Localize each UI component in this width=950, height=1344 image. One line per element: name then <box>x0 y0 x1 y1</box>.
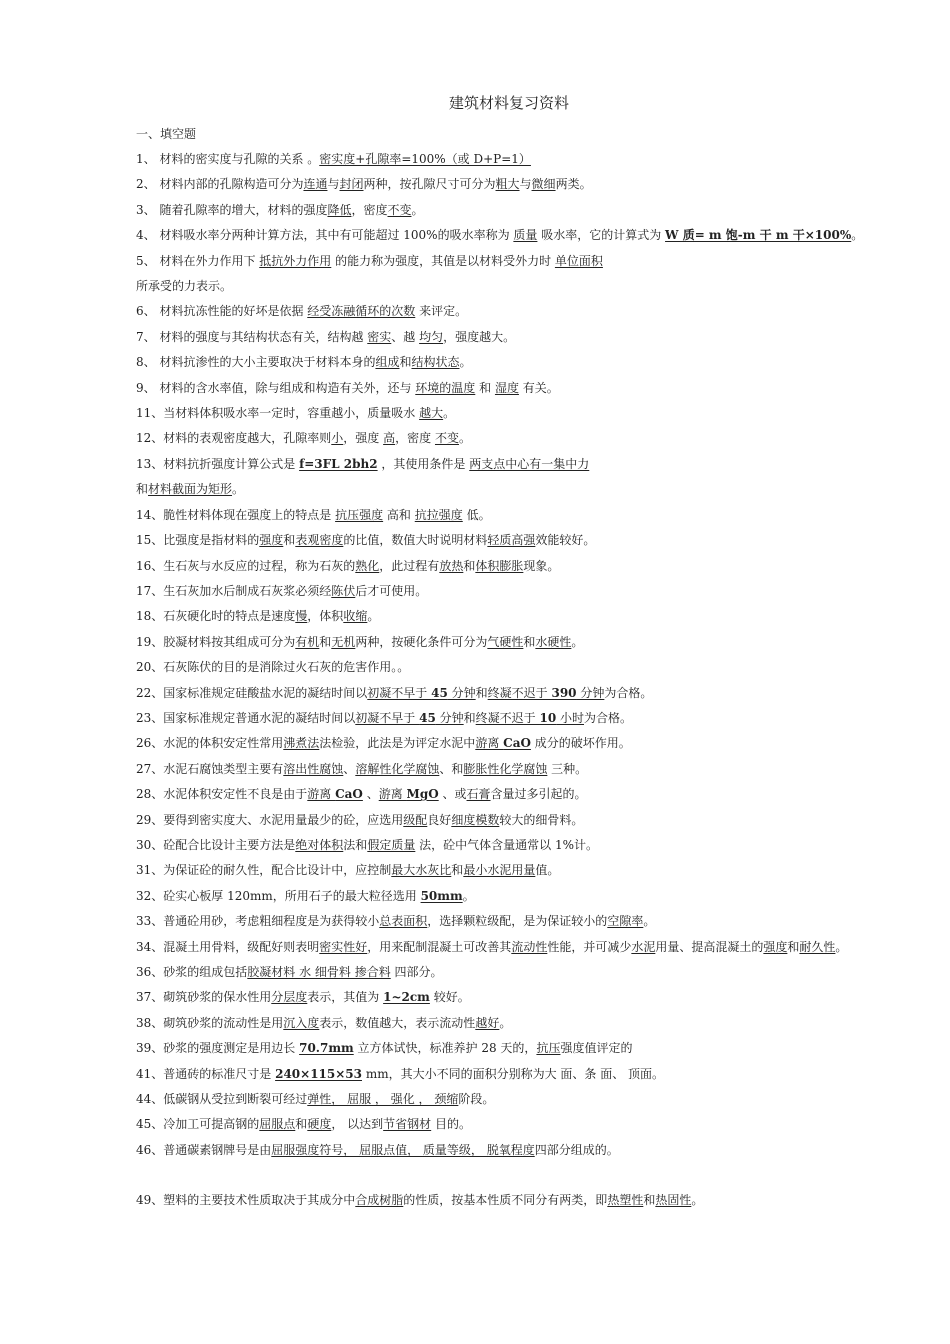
question-text: 和 <box>319 634 332 649</box>
answer-blank: 高 <box>383 431 396 446</box>
question-text: 30、砼配合比设计主要方法是 <box>136 837 296 852</box>
question-text: 46、普通碳素钢牌号是由 <box>136 1142 272 1157</box>
answer-blank: 热固性 <box>655 1193 692 1208</box>
question-item <box>136 223 870 248</box>
question-text: 16、生石灰与水反应的过程，称为石灰的 <box>136 558 356 573</box>
answer-blank: 级配 <box>403 812 428 827</box>
question-text: 法检验，此法是为评定水泥中 <box>319 736 476 751</box>
question-text: 15、比强度是指材料的 <box>136 533 260 548</box>
answer-blank: 降低 <box>327 202 352 217</box>
question-text: 49、塑料的主要技术性质取决于其成分中 <box>136 1193 356 1208</box>
question-item <box>136 655 870 680</box>
answer-blank: CaO <box>335 787 363 802</box>
question-text: ，强度越大。 <box>443 329 516 344</box>
question-text: 2、 材料内部的孔隙构造可分为 <box>136 177 304 192</box>
answer-blank: 小时 <box>556 710 585 725</box>
answer-blank: 不变 <box>434 431 459 446</box>
question-text: 、或 <box>438 787 467 802</box>
question-text: 所承受的力表示。 <box>136 279 233 294</box>
question-text: 33、普通砼用砂，考虑粗细程度是为获得较小 <box>136 914 380 929</box>
question-text: 和 <box>787 939 800 954</box>
question-text: 较好。 <box>429 990 470 1005</box>
question-text: 。 <box>443 406 456 421</box>
question-text: 31、为保证砼的耐久性，配合比设计中，应控制 <box>136 863 392 878</box>
question-item <box>136 350 870 375</box>
question-item <box>136 172 870 197</box>
answer-blank: 粗大 <box>495 177 520 192</box>
question-text: 29、要得到密实度大、水泥用量最少的砼，应选用 <box>136 812 404 827</box>
answer-blank: 体积膨胀 <box>475 558 524 573</box>
question-text: 。 <box>411 202 424 217</box>
question-item <box>136 299 870 324</box>
question-text: ，体积 <box>307 609 344 624</box>
question-text: 。 <box>571 634 584 649</box>
question-text: 。 <box>462 888 475 903</box>
answer-blank: CaO <box>503 736 531 751</box>
answer-blank: 密实度+孔隙率=100%（或 D+P=1） <box>319 152 531 166</box>
question-text: ，此过程有 <box>379 558 440 573</box>
answer-blank: 水硬性 <box>535 634 572 649</box>
question-text: 。 <box>691 1193 704 1208</box>
answer-blank: 连通 <box>303 177 328 192</box>
answer-blank: 分层度 <box>271 990 308 1005</box>
answer-blank: 质量 <box>513 228 538 243</box>
question-item <box>136 401 870 426</box>
question-text: 14、脆性材料体现在强度上的特点是 <box>136 507 336 522</box>
answer-blank: 最大水灰比 <box>391 863 452 878</box>
question-text: 、和 <box>439 761 464 776</box>
question-text: 37、砌筑砂浆的保水性用 <box>136 990 272 1005</box>
question-text: 、越 <box>391 329 420 344</box>
question-item <box>136 325 870 350</box>
answer-blank: 45 <box>419 710 436 725</box>
answer-blank: 单位面积 <box>554 253 603 268</box>
answer-blank: 强度 <box>763 939 788 954</box>
answer-blank: 密实 <box>367 329 392 344</box>
question-item <box>136 198 870 223</box>
question-text: 性能，并可减少 <box>547 939 632 954</box>
question-text: 为合格。 <box>604 685 653 700</box>
question-text: 阶段。 <box>458 1092 495 1107</box>
question-text: 8、 材料抗渗性的大小主要取决于材料本身的 <box>136 355 376 370</box>
question-text: 9、 材料的含水率值，除与组成和构造有关外，还与 <box>136 380 416 395</box>
question-text: 19、胶凝材料按其组成可分为 <box>136 634 296 649</box>
answer-blank: 表观密度 <box>295 533 344 548</box>
question-text: 值。 <box>535 863 560 878</box>
question-text: ，密度 <box>395 431 435 446</box>
answer-blank: MgO <box>406 787 439 802</box>
answer-blank: 密实性好 <box>319 939 368 954</box>
answer-blank: 假定质量 <box>367 837 416 852</box>
question-item <box>136 858 870 883</box>
answer-blank: 游离 <box>475 736 504 751</box>
answer-blank: 陈伏 <box>331 583 356 598</box>
question-text: ，密度 <box>351 202 388 217</box>
document-title: 建筑材料复习资料 <box>448 94 569 112</box>
answer-blank: 放热 <box>439 558 464 573</box>
question-text: 4、 材料吸水率分两种计算方法，其中有可能超过 100%的吸水率称为 <box>136 228 514 243</box>
question-text: 。 <box>835 939 848 954</box>
question-item <box>136 985 870 1010</box>
question-text: 、 <box>362 787 379 802</box>
answer-blank: 气硬性 <box>487 634 524 649</box>
question-text: 与 <box>519 177 532 192</box>
question-item <box>136 630 870 655</box>
answer-blank: f=3FL 2bh2 <box>299 456 378 471</box>
question-text: mm，其大小不同的面积分别称为大 面、条 面、 顶面。 <box>362 1066 665 1081</box>
question-text: 34、混凝土用骨料，级配好则表明 <box>136 939 320 954</box>
question-text: 法，砼中气体含量通常以 1%计。 <box>415 837 598 852</box>
question-text: 三种。 <box>547 761 588 776</box>
answer-blank: 热塑性 <box>607 1193 644 1208</box>
question-item <box>136 1138 870 1163</box>
question-text: 6、 材料抗冻性能的好坏是依据 <box>136 304 308 319</box>
answer-blank: 最小水泥用量 <box>463 863 536 878</box>
answer-blank: 弹性， 屈服 ， 强化 ， 颈缩 <box>307 1092 459 1107</box>
question-text: 的性质，按基本性质不同分有两类，即 <box>403 1193 608 1208</box>
question-text: 。 <box>232 482 245 497</box>
answer-blank: 硬度 <box>307 1117 332 1132</box>
question-text: 、 <box>343 761 356 776</box>
question-text: 高和 <box>383 507 415 522</box>
question-text: 良好 <box>427 812 452 827</box>
question-list <box>136 147 870 1214</box>
question-item <box>136 1188 870 1213</box>
question-text: 11、当材料体积吸水率一定时，容重越小，质量吸水 <box>136 406 420 421</box>
answer-blank: 初凝不早于 <box>367 685 432 700</box>
answer-blank: 抵抗外力作用 <box>259 253 332 268</box>
question-item <box>136 1112 870 1137</box>
question-text: 和 <box>523 634 536 649</box>
question-text: 23、国家标准规定普通水泥的凝结时间以 <box>136 710 356 725</box>
question-text: 来评定。 <box>415 304 468 319</box>
answer-blank: 收缩 <box>343 609 368 624</box>
answer-blank: 不变 <box>387 202 412 217</box>
question-text: 目的。 <box>431 1117 471 1132</box>
question-text: 7、 材料的强度与其结构状态有关，结构越 <box>136 329 368 344</box>
question-text: 。 <box>643 914 656 929</box>
question-text: 18、石灰硬化时的特点是速度 <box>136 609 296 624</box>
question-item <box>136 681 870 706</box>
question-item <box>136 528 870 553</box>
answer-blank: 分钟 <box>435 710 464 725</box>
question-item <box>136 579 870 604</box>
question-text: 。 <box>459 355 472 370</box>
answer-blank: 有机 <box>295 634 320 649</box>
answer-blank: 均匀 <box>419 329 444 344</box>
question-text: 和 <box>451 863 464 878</box>
question-text: 现象。 <box>523 558 560 573</box>
question-text: 。 <box>499 1015 512 1030</box>
question-text: 四部分组成的。 <box>534 1142 619 1157</box>
question-text: 和 <box>475 380 495 395</box>
question-text: 用量、提高混凝土的 <box>655 939 764 954</box>
answer-blank: 溶出性腐蚀 <box>283 761 344 776</box>
answer-blank: 10 <box>539 710 557 725</box>
answer-blank: 空隙率 <box>607 914 644 929</box>
answer-blank: 沸煮法 <box>283 736 320 751</box>
answer-blank: 终凝不迟于 <box>487 685 552 700</box>
question-text: 17、生石灰加水后制成石灰浆必须经 <box>136 583 332 598</box>
question-text: 有关。 <box>518 380 559 395</box>
answer-blank: 越大 <box>419 406 444 421</box>
question-text: 较大的细骨料。 <box>499 812 584 827</box>
question-text: 和 <box>463 710 476 725</box>
answer-blank: 细度模数 <box>451 812 500 827</box>
answer-blank: 沉入度 <box>283 1015 320 1030</box>
question-text: 效能较好。 <box>535 533 596 548</box>
question-text: 36、砂浆的组成包括 <box>136 965 248 979</box>
question-text: 和 <box>643 1193 656 1208</box>
answer-blank: 节省钢材 <box>383 1117 432 1132</box>
answer-blank: 初凝不早于 <box>355 710 420 725</box>
question-text: 12、材料的表观密度越大，孔隙率则 <box>136 431 332 446</box>
question-text: 四部分。 <box>390 965 443 979</box>
question-text: 20、石灰陈伏的目的是消除过火石灰的危害作用。。 <box>136 660 410 675</box>
answer-blank: 1~2cm <box>383 990 430 1005</box>
question-text: 与 <box>327 177 340 192</box>
answer-blank: 终凝不迟于 <box>475 710 540 725</box>
answer-blank: 耐久性 <box>799 939 836 954</box>
answer-blank: 抗压 <box>536 1041 561 1056</box>
answer-blank: 合成树脂 <box>355 1193 404 1208</box>
question-text: 法和 <box>343 837 368 852</box>
question-text: 和 <box>136 482 149 497</box>
question-text: 。 <box>458 431 471 446</box>
question-text: 22、国家标准规定硅酸盐水泥的凝结时间以 <box>136 685 368 700</box>
question-text: 为合格。 <box>584 710 633 725</box>
answer-blank: 屈服强度符号， 屈服点值， 质量等级， 脱氧程度 <box>271 1142 535 1157</box>
question-text: 后才可使用。 <box>355 583 428 598</box>
question-text: ， 以达到 <box>331 1117 384 1132</box>
answer-blank: 390 <box>551 685 577 700</box>
answer-blank: 慢 <box>295 609 308 624</box>
question-text: 38、砌筑砂浆的流动性是用 <box>136 1015 284 1030</box>
answer-blank: 240×115×53 <box>275 1066 362 1081</box>
answer-blank: 组成 <box>375 355 400 370</box>
question-text: ，用来配制混凝土可改善其 <box>367 939 512 954</box>
question-item <box>136 554 870 579</box>
question-text: 和 <box>295 1117 308 1132</box>
question-text: 表示，其值为 <box>307 990 384 1005</box>
question-item <box>136 452 870 503</box>
question-text: 和 <box>283 533 296 548</box>
answer-blank: 绝对体积 <box>295 837 344 852</box>
question-text: 的能力称为强度，其值是以材料受外力时 <box>331 253 555 268</box>
answer-blank: 游离 <box>378 787 407 802</box>
answer-blank: 50mm <box>420 888 463 903</box>
question-item <box>136 249 870 300</box>
answer-blank: 抗拉强度 <box>414 507 463 522</box>
question-text: 含量过多引起的。 <box>490 787 587 802</box>
question-text: 39、砂浆的强度测定是用边长 <box>136 1041 300 1056</box>
answer-blank: 越好 <box>475 1015 500 1030</box>
question-text: 5、 材料在外力作用下 <box>136 253 260 268</box>
question-item <box>136 147 870 172</box>
question-text: 27、水泥石腐蚀类型主要有 <box>136 761 284 776</box>
question-text: 两类。 <box>555 177 592 192</box>
answer-blank: 分钟 <box>576 685 605 700</box>
question-text: 41、普通砖的标准尺寸是 <box>136 1066 276 1081</box>
question-text: ，强度 <box>343 431 384 446</box>
question-text: 1、 材料的密实度与孔隙的关系 。 <box>136 152 320 166</box>
question-text: 成分的破坏作用。 <box>530 736 631 751</box>
answer-blank: 游离 <box>307 787 336 802</box>
question-text: 28、水泥体积安定性不良是由于 <box>136 787 308 802</box>
question-item <box>136 1087 870 1112</box>
answer-blank: 分钟 <box>447 685 476 700</box>
question-text: 13、材料抗折强度计算公式是 <box>136 456 300 471</box>
answer-blank: 流动性 <box>511 939 548 954</box>
question-item <box>136 706 870 731</box>
question-item <box>136 503 870 528</box>
answer-blank: 强度 <box>259 533 284 548</box>
answer-blank: 屈服点 <box>259 1117 296 1132</box>
question-item <box>136 833 870 858</box>
question-text: ，其使用条件是 <box>377 456 470 471</box>
answer-blank: 微细 <box>531 177 556 192</box>
question-item <box>136 731 870 756</box>
question-text: 低。 <box>462 507 491 522</box>
answer-blank: 70.7mm <box>299 1041 354 1056</box>
question-item <box>136 604 870 629</box>
question-item <box>136 808 870 833</box>
question-item <box>136 782 870 807</box>
question-item <box>136 757 870 782</box>
question-item <box>136 909 870 934</box>
question-text: 两种，按硬化条件可分为 <box>355 634 488 649</box>
answer-blank: 溶解性化学腐蚀 <box>355 761 440 776</box>
answer-blank: 熟化 <box>355 558 380 573</box>
question-item <box>136 960 870 985</box>
question-item <box>136 376 870 401</box>
answer-blank: 经受冻融循环的次数 <box>307 304 416 319</box>
question-text: 。 <box>367 609 380 624</box>
question-text: 和 <box>463 558 476 573</box>
answer-blank: 结构状态 <box>411 355 460 370</box>
question-text: 吸水率，它的计算式为 <box>537 228 666 243</box>
question-text: 表示，数值越大，表示流动性 <box>319 1015 476 1030</box>
question-item <box>136 426 870 451</box>
answer-blank: 无机 <box>331 634 356 649</box>
answer-blank: 胶凝材料 水 细骨料 掺合料 <box>247 965 391 979</box>
section-heading: 一、填空题 <box>136 127 197 141</box>
answer-blank: 小 <box>331 431 344 446</box>
answer-blank: 两支点中心有一集中力 <box>469 456 590 471</box>
question-text: 26、水泥的体积安定性常用 <box>136 736 284 751</box>
question-text: ，选择颗粒级配，是为保证较小的 <box>427 914 608 929</box>
answer-blank: 封闭 <box>339 177 364 192</box>
answer-blank: W 质= m 饱-m 干 m 干×100% <box>665 228 852 243</box>
question-item <box>136 1062 870 1087</box>
question-text: 立方体试快，标准养护 28 天的， <box>353 1041 537 1056</box>
question-text: 32、砼实心板厚 120mm，所用石子的最大粒径选用 <box>136 888 421 903</box>
question-text: 。 <box>851 228 864 243</box>
question-text: 和 <box>475 685 488 700</box>
answer-blank: 总表面积 <box>379 914 428 929</box>
answer-blank: 水泥 <box>631 939 656 954</box>
answer-blank: 45 <box>431 685 448 700</box>
question-text: 强度值评定的 <box>560 1041 633 1056</box>
question-item <box>136 1036 870 1061</box>
answer-blank: 环境的温度 <box>415 380 476 395</box>
question-text: 45、冷加工可提高钢的 <box>136 1117 260 1132</box>
answer-blank: 湿度 <box>494 380 519 395</box>
question-item <box>136 884 870 909</box>
question-text: 两种，按孔隙尺寸可分为 <box>363 177 496 192</box>
answer-blank: 轻质高强 <box>487 533 536 548</box>
question-item <box>136 1011 870 1036</box>
answer-blank: 膨胀性化学腐蚀 <box>463 761 548 776</box>
question-item <box>136 935 870 960</box>
question-text: 3、 随着孔隙率的增大，材料的强度 <box>136 202 328 217</box>
question-text: 的比值，数值大时说明材料 <box>343 533 488 548</box>
answer-blank: 抗压强度 <box>335 507 384 522</box>
answer-blank: 材料截面为矩形 <box>148 482 233 497</box>
question-text: 44、低碳钢从受拉到断裂可经过 <box>136 1092 308 1107</box>
question-text: 和 <box>399 355 412 370</box>
answer-blank: 石膏 <box>466 787 491 802</box>
